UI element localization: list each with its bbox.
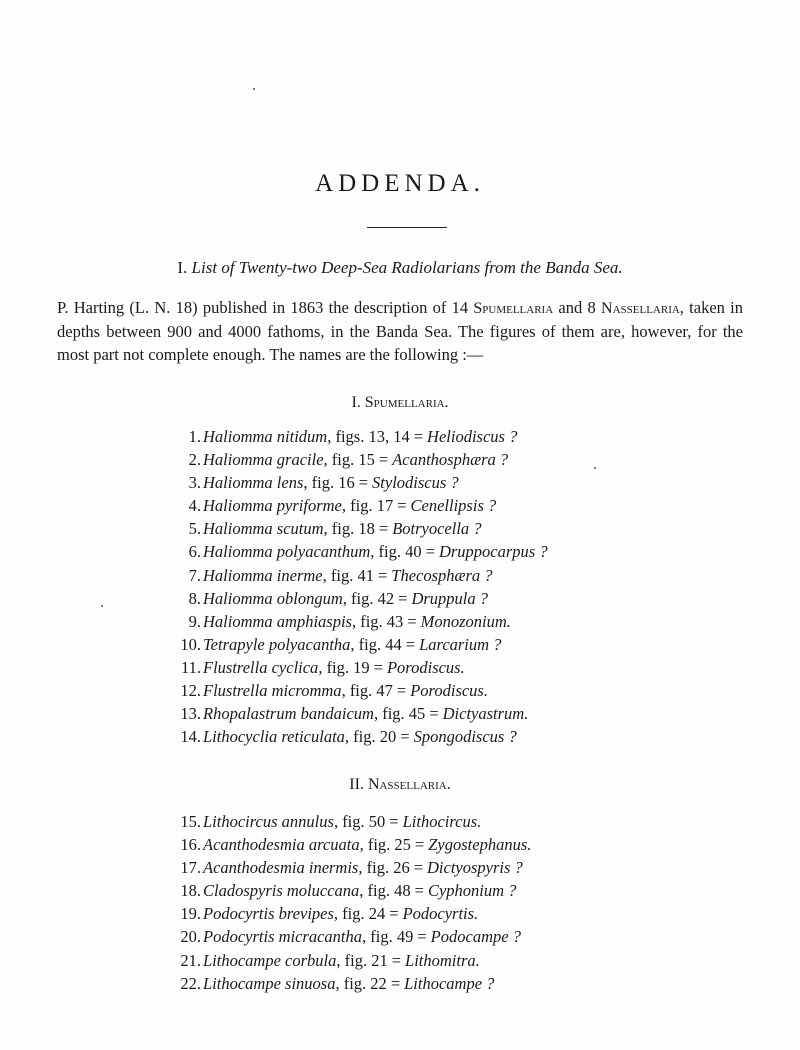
genus-name: Lithocampe ? bbox=[404, 973, 495, 993]
genus-name: Druppula ? bbox=[411, 588, 488, 608]
species-name: Lithocampe corbula bbox=[203, 950, 337, 970]
item-number: 20. bbox=[180, 927, 201, 947]
speck-mark bbox=[253, 88, 255, 90]
genus-name: Cyphonium ? bbox=[427, 881, 517, 901]
figure-reference: , fig. 49 bbox=[362, 927, 414, 947]
species-name: Haliomma gracile bbox=[203, 450, 324, 470]
figure-reference: , fig. 22 bbox=[335, 973, 387, 993]
figure-reference: , fig. 40 bbox=[370, 542, 422, 562]
list-item bbox=[168, 494, 548, 517]
figure-reference: , figs. 13, 14 bbox=[327, 427, 410, 446]
figure-reference: , fig. 15 bbox=[323, 450, 375, 470]
item-number: 13. bbox=[180, 704, 201, 724]
section-heading-spumellaria: I. Spumellaria. bbox=[351, 394, 449, 411]
list-item bbox=[168, 633, 548, 656]
species-list-nassellaria bbox=[168, 810, 531, 995]
species-name: Haliomma amphiaspis bbox=[203, 611, 352, 631]
genus-name: Spongodiscus ? bbox=[413, 727, 517, 747]
list-item bbox=[168, 810, 531, 833]
species-name: Lithocyclia reticulata bbox=[203, 727, 345, 747]
list-item bbox=[168, 471, 548, 494]
paragraph-smallcaps: Nassellaria bbox=[601, 300, 680, 317]
genus-name: Monozonium. bbox=[420, 611, 511, 631]
species-name: Flustrella cyclica bbox=[203, 657, 319, 677]
figure-reference: , fig. 24 bbox=[333, 904, 386, 924]
list-item bbox=[168, 656, 548, 679]
genus-name: Dictyastrum. bbox=[442, 704, 529, 724]
section-subtitle bbox=[0, 258, 800, 278]
item-number: 5. bbox=[188, 519, 201, 539]
figure-reference: , fig. 48 bbox=[359, 881, 411, 901]
equals-sign: = bbox=[389, 812, 399, 831]
title-divider bbox=[367, 227, 447, 228]
genus-name: Dictyospyris ? bbox=[427, 858, 523, 878]
species-name: Lithocircus annulus bbox=[203, 812, 334, 831]
species-name: Haliomma inerme bbox=[203, 565, 323, 585]
species-name: Haliomma scutum bbox=[203, 519, 324, 539]
equals-sign: = bbox=[378, 450, 389, 470]
species-name: Cladospyris moluccana bbox=[203, 881, 360, 901]
equals-sign: = bbox=[378, 519, 389, 539]
item-number: 7. bbox=[188, 565, 201, 585]
figure-reference: , fig. 17 bbox=[341, 496, 394, 516]
genus-name: Cenellipsis ? bbox=[410, 496, 497, 516]
page-title: ADDENDA. bbox=[315, 170, 485, 197]
list-item bbox=[168, 902, 531, 925]
list-item bbox=[168, 564, 548, 587]
equals-sign: = bbox=[398, 588, 408, 608]
item-number: 17. bbox=[180, 858, 201, 878]
equals-sign: = bbox=[413, 858, 424, 878]
item-number: 11. bbox=[180, 657, 201, 677]
item-number: 15. bbox=[180, 812, 201, 831]
species-name: Haliomma polyacanthum bbox=[203, 542, 371, 562]
genus-name: Larcarium ? bbox=[419, 634, 502, 654]
figure-reference: , fig. 41 bbox=[322, 565, 374, 585]
species-name: Acanthodesmia arcuata bbox=[203, 835, 360, 855]
species-name: Podocyrtis micracantha bbox=[203, 927, 363, 947]
species-name: Tetrapyle polyacantha bbox=[203, 634, 351, 654]
genus-name: Lithomitra. bbox=[405, 950, 480, 970]
item-number: 16. bbox=[180, 835, 201, 855]
item-number: 4. bbox=[188, 496, 201, 516]
item-number: 10. bbox=[180, 634, 201, 654]
list-item bbox=[168, 448, 548, 471]
equals-sign: = bbox=[429, 704, 439, 724]
figure-reference: , fig. 43 bbox=[351, 611, 404, 631]
species-name: Flustrella micromma bbox=[203, 681, 342, 701]
item-number: 8. bbox=[188, 588, 201, 608]
equals-sign: = bbox=[407, 611, 417, 631]
figure-reference: , fig. 20 bbox=[344, 727, 397, 747]
item-number: 21. bbox=[180, 950, 201, 970]
equals-sign: = bbox=[413, 427, 424, 446]
equals-sign: = bbox=[414, 835, 425, 855]
equals-sign: = bbox=[417, 927, 427, 947]
item-number: 1. bbox=[188, 427, 201, 446]
item-number: 22. bbox=[180, 973, 201, 993]
list-item bbox=[168, 972, 531, 995]
figure-reference: , fig. 44 bbox=[350, 634, 402, 654]
genus-name: Heliodiscus ? bbox=[427, 427, 518, 446]
item-number: 19. bbox=[180, 904, 201, 924]
genus-name: Podocampe ? bbox=[430, 927, 521, 947]
list-item bbox=[168, 540, 548, 563]
genus-name: Stylodiscus ? bbox=[372, 473, 459, 493]
equals-sign: = bbox=[414, 881, 424, 901]
species-name: Haliomma nitidum bbox=[203, 427, 328, 446]
list-item bbox=[168, 587, 548, 610]
equals-sign: = bbox=[397, 496, 407, 516]
figure-reference: , fig. 42 bbox=[342, 588, 395, 608]
list-item bbox=[168, 725, 548, 748]
list-item bbox=[168, 610, 548, 633]
genus-name: Botryocella ? bbox=[392, 519, 482, 539]
equals-sign: = bbox=[390, 973, 401, 993]
figure-reference: , fig. 21 bbox=[336, 950, 388, 970]
equals-sign: = bbox=[400, 727, 410, 747]
subtitle-text: List of Twenty-two Deep-Sea Radiolarians from the Banda Sea. bbox=[191, 258, 623, 277]
item-number: 2. bbox=[188, 450, 201, 470]
species-name: Haliomma oblongum bbox=[203, 588, 343, 608]
paragraph-part: and 8 bbox=[553, 298, 602, 317]
equals-sign: = bbox=[391, 950, 402, 970]
figure-reference: , fig. 18 bbox=[323, 519, 375, 539]
equals-sign: = bbox=[396, 681, 407, 701]
equals-sign: = bbox=[373, 657, 383, 677]
speck-mark bbox=[101, 605, 103, 607]
subtitle-number: I. bbox=[177, 258, 188, 277]
species-name: Lithocampe sinuosa bbox=[203, 973, 336, 993]
section-heading-nassellaria: II. Nassellaria. bbox=[349, 776, 451, 793]
equals-sign: = bbox=[425, 542, 435, 562]
figure-reference: , fig. 47 bbox=[341, 681, 393, 701]
species-name: Acanthodesmia inermis bbox=[203, 858, 359, 878]
genus-name: Porodiscus. bbox=[410, 681, 488, 701]
species-name: Haliomma pyriforme bbox=[203, 496, 342, 516]
item-number: 18. bbox=[180, 881, 201, 901]
genus-name: Porodiscus. bbox=[386, 657, 465, 677]
speck-mark bbox=[594, 467, 596, 469]
equals-sign: = bbox=[358, 473, 369, 493]
equals-sign: = bbox=[389, 904, 399, 924]
intro-paragraph bbox=[57, 296, 743, 366]
list-item bbox=[168, 833, 531, 856]
figure-reference: , fig. 19 bbox=[318, 657, 370, 677]
figure-reference: , fig. 25 bbox=[359, 835, 411, 855]
equals-sign: = bbox=[377, 565, 388, 585]
paragraph-part: P. Harting (L. N. 18) published in 1863 the description of 14 bbox=[57, 298, 474, 317]
list-item bbox=[168, 425, 548, 448]
figure-reference: , fig. 16 bbox=[303, 473, 355, 493]
figure-reference: , fig. 45 bbox=[373, 704, 426, 724]
list-item bbox=[168, 949, 531, 972]
species-name: Haliomma lens bbox=[203, 473, 304, 493]
species-list-spumellaria bbox=[168, 425, 548, 748]
list-item bbox=[168, 702, 548, 725]
equals-sign: = bbox=[405, 634, 416, 654]
species-name: Rhopalastrum bandaicum bbox=[203, 704, 374, 724]
item-number: 14. bbox=[180, 727, 201, 747]
genus-name: Zygostephanus. bbox=[428, 835, 532, 855]
genus-name: Podocyrtis. bbox=[402, 904, 479, 924]
list-item bbox=[168, 679, 548, 702]
paragraph-smallcaps: Spumellaria bbox=[473, 300, 554, 317]
item-number: 9. bbox=[188, 611, 201, 631]
genus-name: Acanthosphæra ? bbox=[392, 450, 509, 470]
list-item bbox=[168, 856, 531, 879]
species-name: Podocyrtis brevipes bbox=[203, 904, 334, 924]
genus-name: Thecosphæra ? bbox=[391, 565, 493, 585]
figure-reference: , fig. 26 bbox=[358, 858, 410, 878]
list-item bbox=[168, 517, 548, 540]
list-item bbox=[168, 879, 531, 902]
paragraph-part: , taken in depths between 900 and 4000 fathoms, in the Banda Sea. The figures of them are, however, for the most part not complete enough. The names are the following :— bbox=[57, 298, 743, 364]
item-number: 3. bbox=[188, 473, 201, 493]
item-number: 12. bbox=[180, 681, 201, 701]
list-item bbox=[168, 925, 531, 948]
genus-name: Druppocarpus ? bbox=[438, 542, 548, 562]
genus-name: Lithocircus. bbox=[402, 812, 482, 831]
item-number: 6. bbox=[188, 542, 201, 562]
figure-reference: , fig. 50 bbox=[333, 812, 386, 831]
